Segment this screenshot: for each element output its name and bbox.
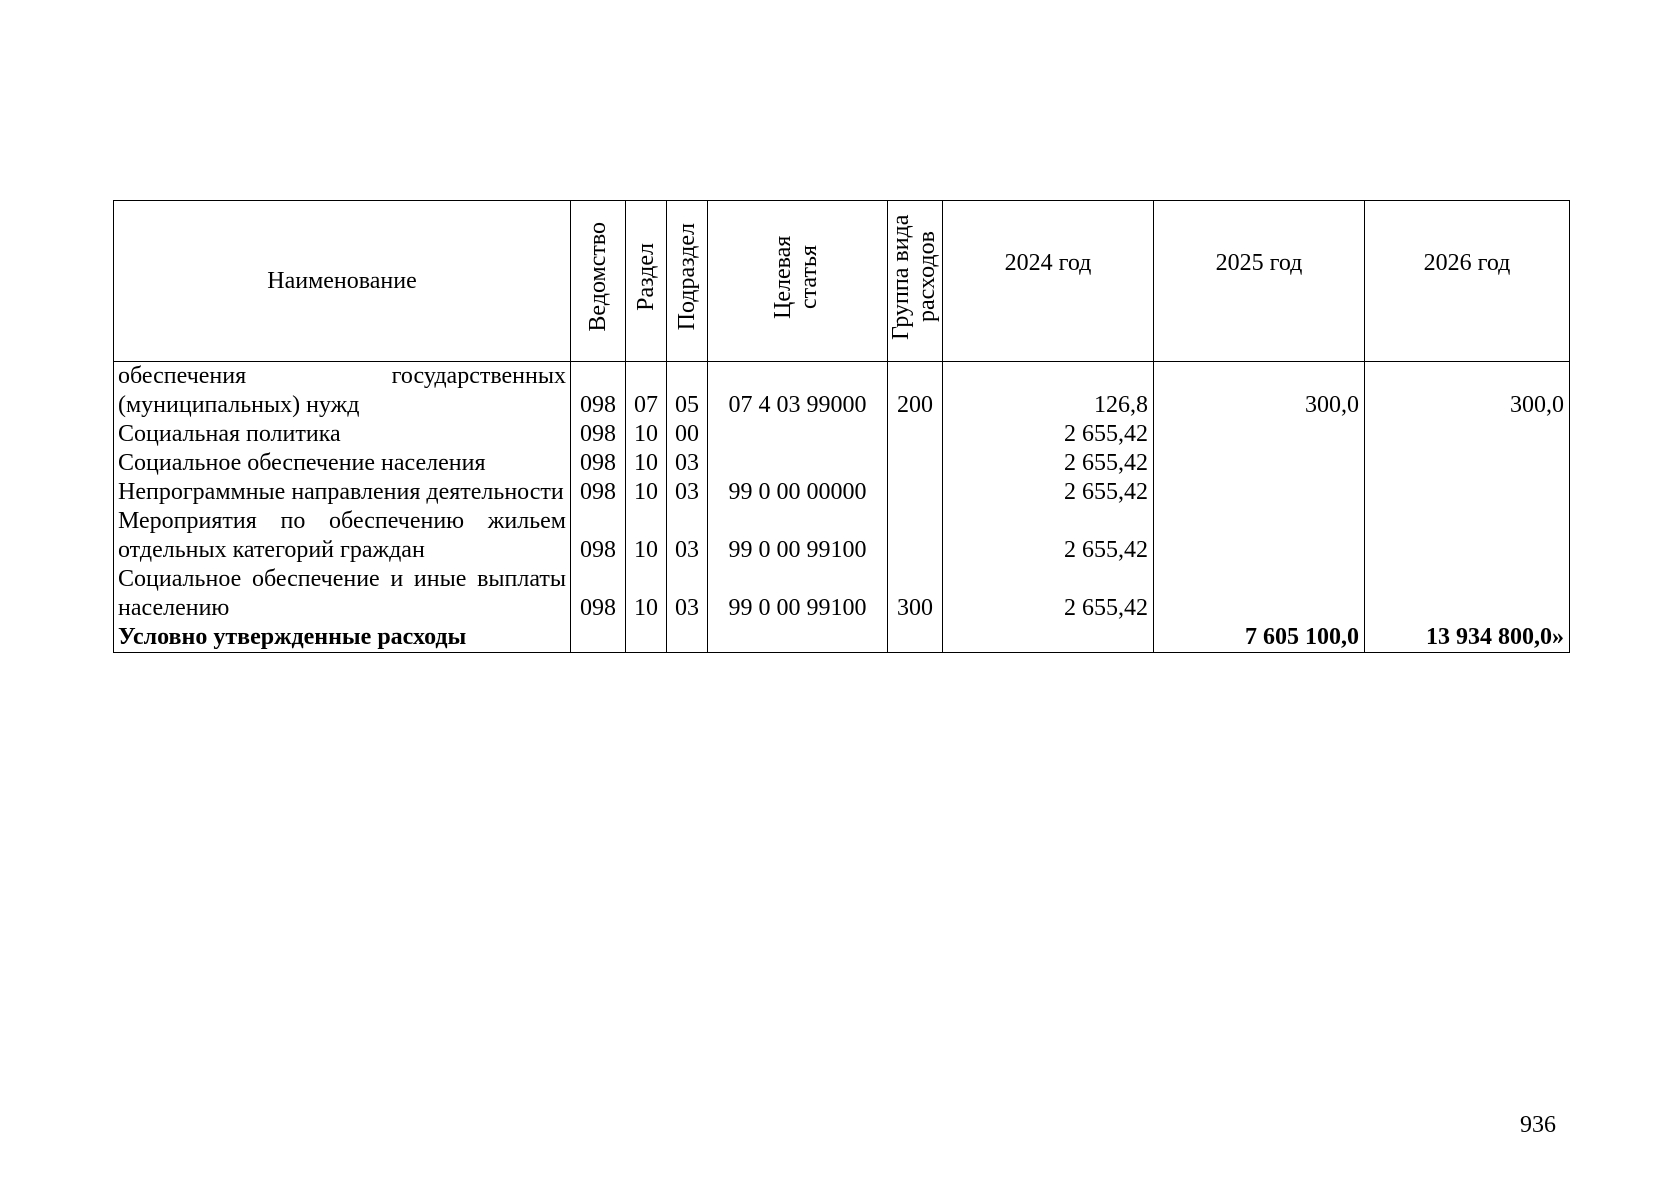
row-gruppa-vida-rashodov xyxy=(888,449,943,478)
row-2025 xyxy=(1154,420,1365,449)
header-gruppa-vida-rashodov: Группа вида расходов xyxy=(888,201,943,362)
row-name: Мероприятия по обеспечению жильем отдельных категорий граждан xyxy=(114,507,571,565)
row-vedomstvo: 098 xyxy=(571,449,626,478)
row-gruppa-vida-rashodov xyxy=(888,478,943,507)
table-row xyxy=(114,362,1570,421)
row-razdel: 10 xyxy=(626,420,667,449)
row-2026 xyxy=(1365,449,1570,478)
row-name: Условно утвержденные расходы xyxy=(114,623,571,653)
row-2026 xyxy=(1365,478,1570,507)
row-name: Социальное обеспечение населения xyxy=(114,449,571,478)
table-row xyxy=(114,507,1570,565)
row-podrazdel xyxy=(667,623,708,653)
row-2025 xyxy=(1154,449,1365,478)
header-podrazdel: Подраздел xyxy=(667,201,708,362)
row-celevaya-statya: 07 4 03 99000 xyxy=(708,362,888,421)
row-celevaya-statya: 99 0 00 99100 xyxy=(708,565,888,623)
row-name: обеспечения государственных (муниципальных) нужд xyxy=(114,362,571,421)
row-razdel: 07 xyxy=(626,362,667,421)
row-name: Непрограммные направления деятельности xyxy=(114,478,571,507)
row-name: Социальная политика xyxy=(114,420,571,449)
header-vedomstvo: Ведомство xyxy=(571,201,626,362)
header-celevaya-statya: Целевая статья xyxy=(708,201,888,362)
row-2026: 300,0 xyxy=(1365,362,1570,421)
row-vedomstvo: 098 xyxy=(571,362,626,421)
row-vedomstvo: 098 xyxy=(571,565,626,623)
table-row xyxy=(114,449,1570,478)
row-vedomstvo: 098 xyxy=(571,478,626,507)
row-podrazdel: 03 xyxy=(667,565,708,623)
row-gruppa-vida-rashodov xyxy=(888,420,943,449)
header-2025: 2025 год xyxy=(1154,201,1365,362)
row-podrazdel: 05 xyxy=(667,362,708,421)
row-celevaya-statya xyxy=(708,623,888,653)
row-2025: 7 605 100,0 xyxy=(1154,623,1365,653)
row-2025 xyxy=(1154,507,1365,565)
row-podrazdel: 03 xyxy=(667,507,708,565)
row-razdel xyxy=(626,623,667,653)
row-2026 xyxy=(1365,565,1570,623)
row-razdel: 10 xyxy=(626,449,667,478)
header-razdel: Раздел xyxy=(626,201,667,362)
row-2024: 2 655,42 xyxy=(943,420,1154,449)
row-razdel: 10 xyxy=(626,478,667,507)
table-row-total xyxy=(114,623,1570,653)
table-row xyxy=(114,478,1570,507)
row-2024: 2 655,42 xyxy=(943,449,1154,478)
row-2026: 13 934 800,0» xyxy=(1365,623,1570,653)
row-gruppa-vida-rashodov: 300 xyxy=(888,565,943,623)
row-2025 xyxy=(1154,478,1365,507)
table-header-row xyxy=(114,201,1570,362)
row-2026 xyxy=(1365,507,1570,565)
row-celevaya-statya xyxy=(708,449,888,478)
row-2025 xyxy=(1154,565,1365,623)
row-2024: 126,8 xyxy=(943,362,1154,421)
header-2024: 2024 год xyxy=(943,201,1154,362)
row-podrazdel: 03 xyxy=(667,449,708,478)
row-vedomstvo: 098 xyxy=(571,507,626,565)
row-2024: 2 655,42 xyxy=(943,565,1154,623)
row-2025: 300,0 xyxy=(1154,362,1365,421)
row-razdel: 10 xyxy=(626,507,667,565)
row-podrazdel: 03 xyxy=(667,478,708,507)
row-gruppa-vida-rashodov xyxy=(888,507,943,565)
row-gruppa-vida-rashodov: 200 xyxy=(888,362,943,421)
budget-table xyxy=(113,200,1570,653)
row-celevaya-statya xyxy=(708,420,888,449)
header-name: Наименование xyxy=(114,201,571,362)
row-celevaya-statya: 99 0 00 99100 xyxy=(708,507,888,565)
row-2024: 2 655,42 xyxy=(943,507,1154,565)
header-2026: 2026 год xyxy=(1365,201,1570,362)
table-row xyxy=(114,565,1570,623)
row-razdel: 10 xyxy=(626,565,667,623)
row-2024 xyxy=(943,623,1154,653)
row-vedomstvo: 098 xyxy=(571,420,626,449)
row-2024: 2 655,42 xyxy=(943,478,1154,507)
row-name: Социальное обеспечение и иные выплаты населению xyxy=(114,565,571,623)
row-2026 xyxy=(1365,420,1570,449)
table-row xyxy=(114,420,1570,449)
row-celevaya-statya: 99 0 00 00000 xyxy=(708,478,888,507)
row-gruppa-vida-rashodov xyxy=(888,623,943,653)
row-podrazdel: 00 xyxy=(667,420,708,449)
row-vedomstvo xyxy=(571,623,626,653)
page-number: 936 xyxy=(1520,1112,1556,1138)
